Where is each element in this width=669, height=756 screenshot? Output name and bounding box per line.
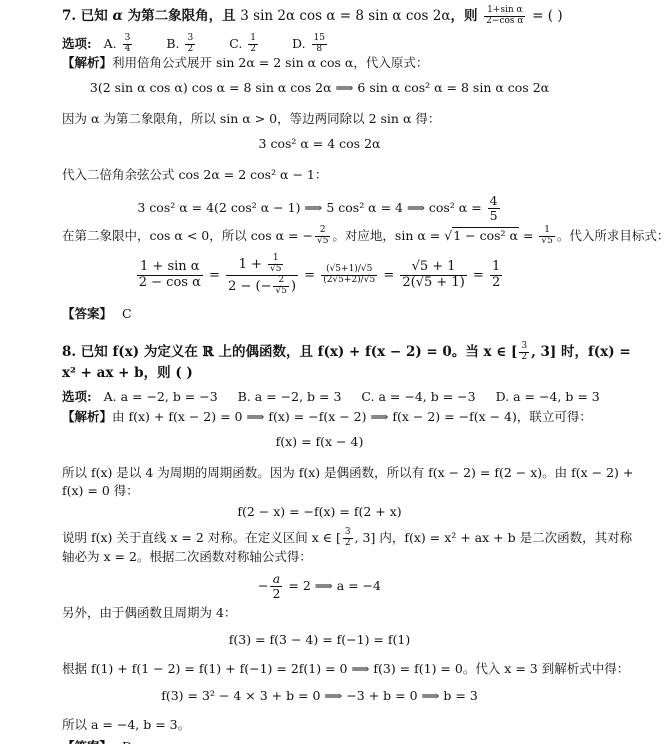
q8-equation-3: − $\frac{a}{2}$ = 2 ⟹ a = −4 [258, 571, 381, 601]
q8-option-b: B. a = −2, b = 3 [237, 389, 342, 404]
q7-eq5-frac-1: $\frac{\text{1 + sin α}}{\text{2 − cos α}}$ [138, 259, 201, 290]
page-cutoff [0, 744, 639, 753]
q8-option-a: A. a = −2, b = −3 [103, 389, 218, 404]
q8-text-3c: 轴必为 x = 2。根据二次函数对称轴公式得： [62, 549, 312, 564]
q7-text-4: 在第二象限中，cos α < 0，所以 cos α = − $\frac{2}{√5}$ 。对应地，sin α = √1 − cos² α = $\frac{1}{√5}$ 。代入所求目标式： [62, 225, 669, 246]
q8-equation-2: f(2 − x) = −f(x) = f(2 + x) [237, 504, 402, 519]
q7-option-b: $\frac{3}{2}$ [187, 33, 194, 54]
q8-eq3-fraction: $\frac{a}{2}$ [272, 571, 281, 601]
q8-interval-fraction-2: $\frac{3}{2}$ [344, 527, 351, 548]
q8-interval-fraction: $\frac{3}{2}$ [521, 341, 528, 362]
q7-options: 选项: A. $\frac{3}{4}$ B. $\frac{3}{2}$ C. $\frac{1}{2}$ D. $\frac{15}{8}$ [62, 33, 325, 54]
q7-text-3: 代入二倍角余弦公式 cos 2α = 2 cos² α − 1： [62, 167, 328, 182]
q8-title-line-1: 8. 已知 f(x) 为定义在 ℝ 上的偶函数，且 f(x) + f(x − 2) = 0。当 x ∈ [ $\frac{3}{2}$ , 3] 时，f(x) = [62, 341, 631, 362]
q8-equation-4: f(3) = f(3 − 4) = f(−1) = f(1) [228, 632, 411, 647]
q7-title: 7. 已知 α 为第二象限角，且 3 sin 2α cos α = 8 sin α cos 2α，则 $\frac{\text{1+sin α}}{\text{2−cos α}}$ = ( ) [62, 5, 563, 26]
q7-eq5-frac-2: 1 + $\frac{1}{√5}$ 2 − (− $\frac{2}{√5}$ ) [228, 253, 297, 296]
q7-option-d: $\frac{15}{8}$ [313, 33, 325, 54]
q8-text-2b: f(x) = 0 得： [62, 483, 139, 498]
q7-cos-value: $\frac{2}{√5}$ [316, 225, 329, 246]
q7-option-c: $\frac{1}{2}$ [250, 33, 257, 54]
q7-option-a: $\frac{3}{4}$ [124, 33, 131, 54]
q7-analysis-intro: 【解析】利用倍角公式展开 sin 2α = 2 sin α cos α，代入原式： [62, 55, 429, 70]
q7-eq5-frac-5: $\frac{1}{2}$ [491, 259, 501, 290]
q8-text-6: 所以 a = −4, b = 3。 [62, 717, 191, 732]
q7-title-fraction: $\frac{\text{1+sin α}}{\text{2−cos α}}$ [486, 5, 524, 26]
q8-text-3: 说明 f(x) 关于直线 x = 2 对称。在定义区间 x ∈ [ $\frac{3}{2}$ , 3] 内，f(x) = x² + ax + b 是二次函数，其对称 [62, 527, 633, 548]
q7-eq3-fraction: $\frac{4}{5}$ [489, 193, 498, 223]
q8-options: 选项: A. a = −2, b = −3 B. a = −2, b = 3 C. a = −4, b = −3 D. a = −4, b = 3 [62, 389, 600, 404]
q8-equation-5: f(3) = 3² − 4 × 3 + b = 0 ⟹ −3 + b = 0 ⟹ b = 3 [161, 688, 478, 703]
q8-option-d: D. a = −4, b = 3 [495, 389, 600, 404]
q8-text-4: 另外，由于偶函数且周期为 4： [62, 605, 237, 620]
q8-analysis-intro: 【解析】由 f(x) + f(x − 2) = 0 ⟹ f(x) = −f(x − 2) ⟹ f(x − 2) = −f(x − 4)，联立可得： [62, 409, 592, 424]
q8-equation-1: f(x) = f(x − 4) [275, 434, 364, 449]
q7-equation-3: 3 cos² α = 4(2 cos² α − 1) ⟹ 5 cos² α = 4 ⟹ cos² α = $\frac{4}{5}$ [137, 193, 498, 223]
q8-text-5: 根据 f(1) + f(1 − 2) = f(1) + f(−1) = 2f(1) = 0 ⟹ f(3) = f(1) = 0。代入 x = 3 到解析式中得： [62, 661, 630, 676]
q7-equation-2: 3 cos² α = 4 cos 2α [258, 136, 381, 151]
q7-equation-1: 3(2 sin α cos α) cos α = 8 sin α cos 2α ⟹ 6 sin α cos² α = 8 sin α cos 2α [89, 80, 550, 95]
q7-eq5-frac-3: $\frac{(√5+1)/√5}{(2√5+2)/√5}$ [323, 263, 376, 285]
q7-answer: 【答案】 C [62, 306, 132, 321]
q7-sin-value: $\frac{1}{√5}$ [541, 225, 553, 246]
q8-title-line-2: x² + ax + b，则 ( ) [62, 365, 193, 381]
q7-eq5-frac-4: $\frac{√5 + 1}{2(√5 + 1)}$ [402, 259, 465, 290]
q8-text-2: 所以 f(x) 是以 4 为周期的周期函数。因为 f(x) 是偶函数，所以有 f(x − 2) = f(2 − x)。由 f(x − 2) + [62, 465, 634, 480]
q7-text-2: 因为 α 为第二象限角，所以 sin α > 0，等边两同除以 2 sin α 得： [62, 111, 441, 126]
q7-equation-5: $\frac{\text{1 + sin α}}{\text{2 − cos α}}$ = 1 + $\frac{1}{√5}$ 2 − (− $\frac{2}{√5}$ ) = $\frac{(√5+1)/√5}{(2√5+2)/√5}$ = $\frac{√5 + 1}{2(√5 + 1)}$ = $\frac{1}{2}$ [138, 253, 501, 296]
q8-option-c: C. a = −4, b = −3 [361, 389, 476, 404]
